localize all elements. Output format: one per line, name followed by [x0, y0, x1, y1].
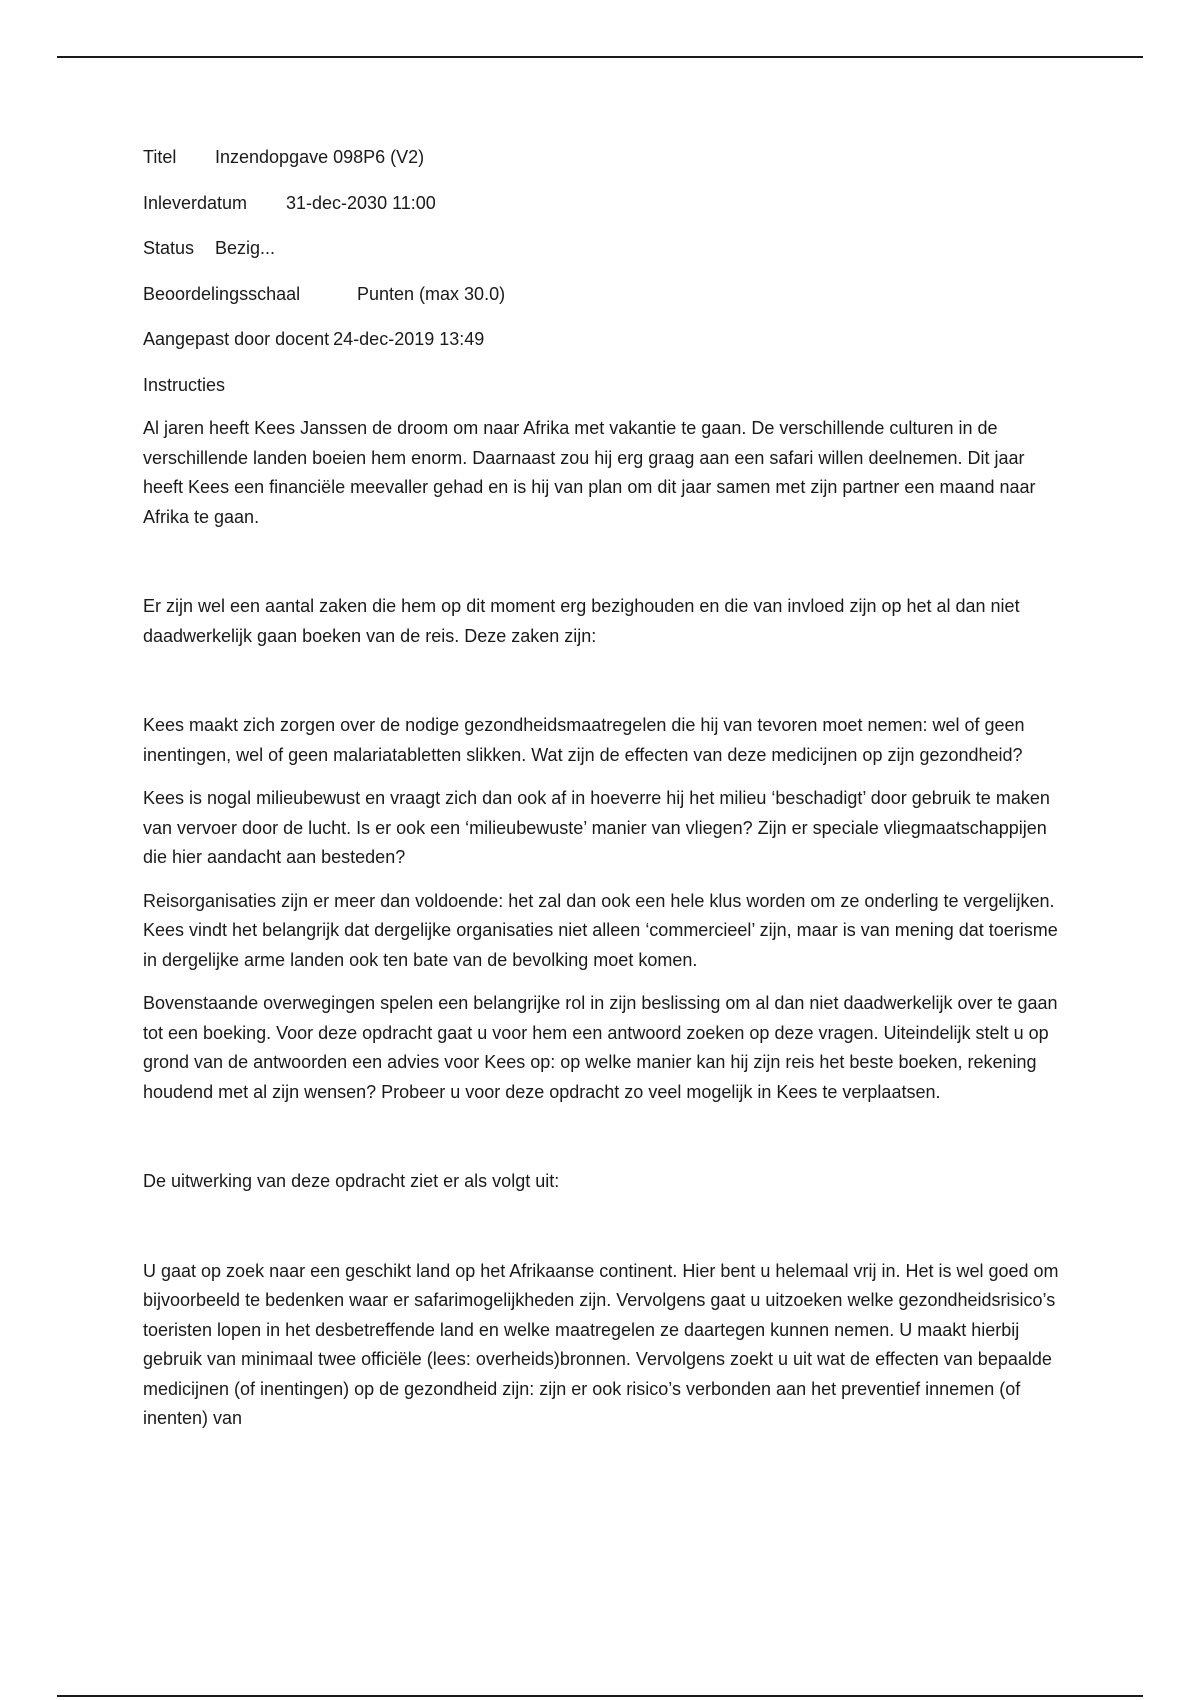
inleverdatum-value: 31-dec-2030 11:00 [286, 192, 436, 213]
meta-row-status [143, 234, 1063, 264]
status-label: Status [143, 238, 195, 258]
inleverdatum-label: Inleverdatum [143, 192, 248, 213]
paragraph-overwegingen: Bovenstaande overwegingen spelen een belangrijke rol in zijn beslissing om al dan niet daadwerkelijk over te gaan tot een boeking. Voor deze opdracht gaat u voor hem een antwoord zoeken op deze vragen. Uiteindelijk stelt u op grond van de antwoorden een advies voor Kees op: op welke manier kan hij zijn reis het beste boeken, rekening houdend met al zijn wensen? Probeer u voor deze opdracht zo veel mogelijk in Kees te verplaatsen. [143, 993, 1058, 1102]
aangepast-value: 24-dec-2019 13:49 [333, 329, 485, 349]
paragraph-zaken: Er zijn wel een aantal zaken die hem op dit moment erg bezighouden en die van invloed zijn op het al dan niet daadwerkelijk gaan boeken van de reis. Deze zaken zijn: [143, 596, 1020, 646]
paragraph-land: U gaat op zoek naar een geschikt land op het Afrikaanse continent. Hier bent u helemaal vrij in. Het is wel goed om bijvoorbeeld te bedenken waar er safarimogelijkheden zijn. Vervolgens gaat u uitzoeken welke gezondheidsrisico’s toeristen lopen in het desbetreffende land en welke maatregelen ze daartegen kunnen nemen. U maakt hierbij gebruik van minimaal twee officiële (lees: overheids)bronnen. Vervolgens zoekt u uit wat de effecten van bepaalde medicijnen (of inentingen) op de gezondheid zijn: zijn er ook risico’s verbonden aan het preventief innemen (of inenten) van [143, 1260, 1059, 1428]
status-value: Bezig... [215, 238, 276, 258]
titel-value: Inzendopgave 098P6 (V2) [215, 147, 425, 167]
paragraph-intro: Al jaren heeft Kees Janssen de droom om naar Afrika met vakantie te gaan. De verschillende culturen in de verschillende landen boeien hem enorm. Daarnaast zou hij erg graag aan een safari willen deelnemen. Dit jaar heeft Kees een financiële meevaller gehad en is hij van plan om dit jaar samen met zijn partner een maand naar Afrika te gaan. [143, 418, 1036, 527]
paragraph-reisorganisaties: Reisorganisaties zijn er meer dan voldoende: het zal dan ook een hele klus worden om ze onderling te vergelijken. Kees vindt het belangrijk dat dergelijke organisaties niet alleen ‘commercieel’ zijn, maar is van mening dat toerisme in dergelijke arme landen ook ten bate van de bevolking moet komen. [143, 890, 1058, 970]
meta-row-inleverdatum [143, 189, 1063, 219]
top-rule [57, 56, 1143, 58]
instructies-heading: Instructies [143, 374, 226, 395]
beoordelingsschaal-label: Beoordelingsschaal [143, 283, 301, 304]
beoordelingsschaal-value: Punten (max 30.0) [357, 283, 506, 304]
bottom-rule [57, 1695, 1143, 1697]
document-body [143, 143, 1063, 1448]
paragraph-uitwerking: De uitwerking van deze opdracht ziet er als volgt uit: [143, 1171, 560, 1191]
meta-row-aangepast [143, 325, 1063, 355]
meta-row-beoordelingsschaal [143, 280, 1063, 310]
aangepast-label: Aangepast door docent [143, 329, 330, 349]
meta-row-titel [143, 143, 1063, 173]
paragraph-gezondheid: Kees maakt zich zorgen over de nodige gezondheidsmaatregelen die hij van tevoren moet nemen: wel of geen inentingen, wel of geen malariatabletten slikken. Wat zijn de effecten van deze medicijnen op zijn gezondheid? [143, 715, 1025, 765]
titel-label: Titel [143, 147, 177, 167]
paragraph-milieu: Kees is nogal milieubewust en vraagt zich dan ook af in hoeverre hij het milieu ‘beschadigt’ door gebruik te maken van vervoer door de lucht. Is er ook een ‘milieubewuste’ manier van vliegen? Zijn er speciale vliegmaatschappijen die hier aandacht aan besteden? [143, 788, 1050, 867]
